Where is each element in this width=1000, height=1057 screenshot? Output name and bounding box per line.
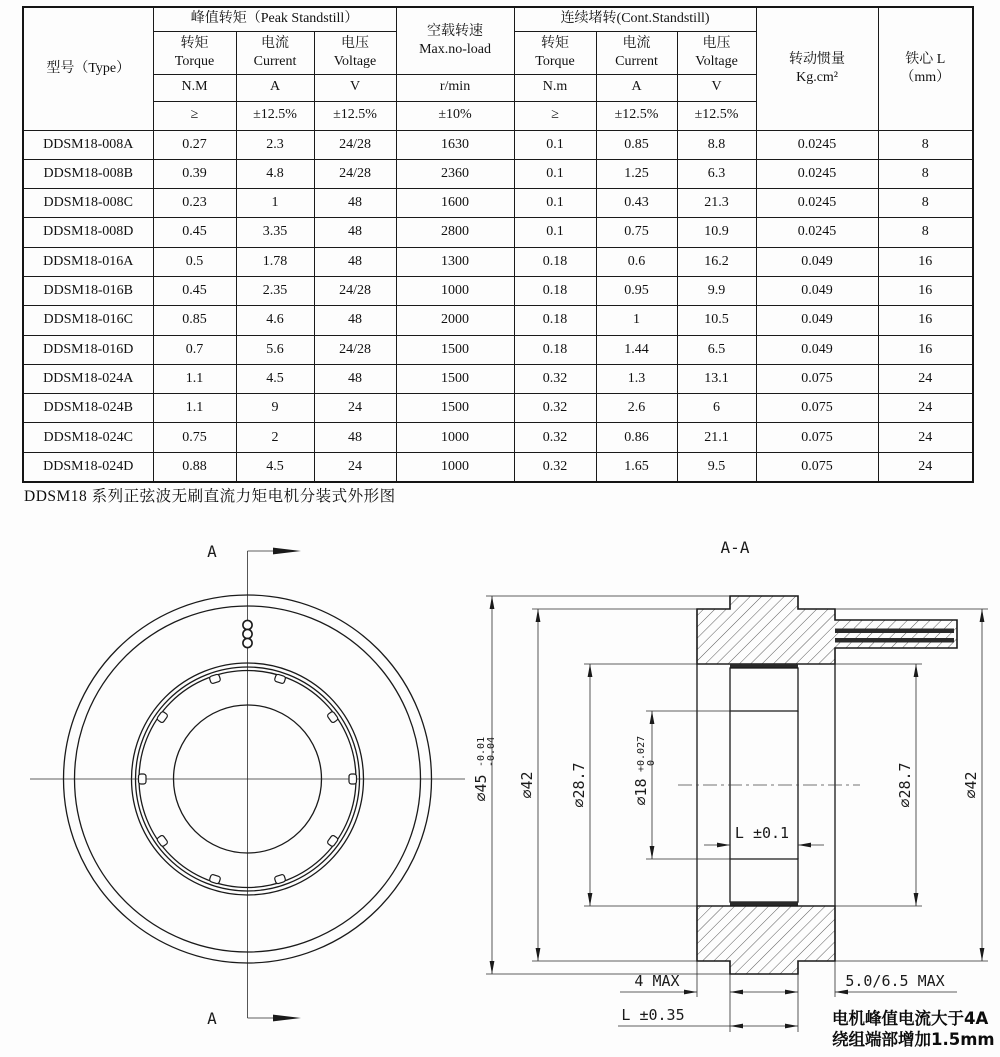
table-row (23, 159, 973, 188)
value-cell: 16.2 (677, 247, 756, 276)
value-cell: 9 (236, 394, 314, 423)
value-cell: 48 (314, 247, 396, 276)
winding-note (832, 1008, 995, 1049)
col-header-model: 型号（Type） (23, 7, 153, 130)
table-row (23, 452, 973, 481)
value-cell: 0.1 (514, 159, 596, 188)
dim-287-left-label: ∅28.7 (570, 762, 588, 808)
value-cell: 0.075 (756, 364, 878, 393)
value-cell: 2.3 (236, 130, 314, 159)
value-cell: 0.075 (756, 452, 878, 481)
value-cell: 0.075 (756, 394, 878, 423)
table-row (23, 306, 973, 335)
value-cell: 24/28 (314, 335, 396, 364)
dim-287-left (570, 762, 588, 807)
front-view (30, 542, 465, 1028)
model-cell: DDSM18-024B (23, 394, 153, 423)
dim-4max (620, 972, 957, 994)
value-cell: 0.0245 (756, 189, 878, 218)
value-cell: 2.6 (596, 394, 677, 423)
dim-length-outer-label: L ±0.35 (621, 1006, 685, 1024)
value-cell: 0.32 (514, 452, 596, 481)
value-cell: 10.9 (677, 218, 756, 247)
value-cell: 8 (878, 130, 973, 159)
value-cell: 48 (314, 189, 396, 218)
lead-wire-holes (243, 620, 252, 647)
value-cell: 0.27 (153, 130, 236, 159)
value-cell: 1.65 (596, 452, 677, 481)
dim-42-left (518, 771, 536, 798)
value-cell: 0.18 (514, 306, 596, 335)
section-view (472, 538, 995, 1049)
model-cell: DDSM18-008D (23, 218, 153, 247)
dim-45-tol-lower: -0.04 (486, 736, 497, 767)
table-row (23, 247, 973, 276)
dim-18 (632, 736, 657, 806)
dim-18-tol-lower: 0 (646, 759, 657, 766)
noload-label-en: Max.no-load (419, 41, 491, 57)
winding-note-line2: 绕组端部增加1.5mm (832, 1030, 995, 1049)
value-cell: 0.18 (514, 335, 596, 364)
value-cell: 0.18 (514, 276, 596, 305)
unit-noload: r/min (396, 74, 514, 101)
value-cell: 16 (878, 247, 973, 276)
peak-torque-cn: 转矩 (180, 36, 209, 51)
table-row (23, 276, 973, 305)
value-cell: 0.1 (514, 130, 596, 159)
lead-wire-band-1 (835, 629, 954, 634)
section-marker-top (207, 542, 301, 561)
col-header-cont-voltage (677, 31, 756, 74)
peak-torque-en: Torque (174, 53, 215, 69)
value-cell: 0.7 (153, 335, 236, 364)
dim-18-tol-upper: +0.027 (636, 735, 647, 772)
value-cell: 8 (878, 218, 973, 247)
value-cell: 0.0245 (756, 130, 878, 159)
value-cell: 0.6 (596, 247, 677, 276)
dim-45-tol-upper: -0.01 (476, 736, 487, 767)
model-cell: DDSM18-016D (23, 335, 153, 364)
value-cell: 0.0245 (756, 218, 878, 247)
value-cell: 0.43 (596, 189, 677, 218)
value-cell: 24 (314, 394, 396, 423)
dim-length-outer (618, 1006, 798, 1028)
stator-bottom-section (697, 906, 835, 974)
lead-wire-band-2 (835, 638, 954, 643)
value-cell: 1000 (396, 423, 514, 452)
value-cell: 0.075 (756, 423, 878, 452)
tol-peak-current: ±12.5% (236, 101, 314, 130)
value-cell: 1.1 (153, 364, 236, 393)
dim-45-label: ∅45 (472, 774, 490, 802)
table-row (23, 335, 973, 364)
value-cell: 1.78 (236, 247, 314, 276)
col-header-cont-torque (514, 31, 596, 74)
value-cell: 0.1 (514, 189, 596, 218)
tol-noload: ±10% (396, 101, 514, 130)
dim-42-right-label: ∅42 (962, 771, 980, 799)
col-header-core (878, 7, 973, 130)
value-cell: 16 (878, 306, 973, 335)
cont-current-cn: 电流 (622, 36, 651, 51)
peak-voltage-en: Voltage (333, 53, 377, 69)
section-marker-bottom (207, 1009, 301, 1028)
value-cell: 2.35 (236, 276, 314, 305)
unit-cont-voltage: V (677, 74, 756, 101)
magnet-bottom-section (730, 859, 798, 902)
value-cell: 0.0245 (756, 159, 878, 188)
dim-287-right (896, 762, 914, 807)
value-cell: 4.8 (236, 159, 314, 188)
value-cell: 0.049 (756, 276, 878, 305)
section-arrow-bottom-icon (273, 1015, 301, 1022)
value-cell: 3.35 (236, 218, 314, 247)
value-cell: 8 (878, 159, 973, 188)
cont-voltage-en: Voltage (695, 53, 738, 69)
table-row (23, 364, 973, 393)
col-header-peak-torque (153, 31, 236, 74)
value-cell: 24 (878, 394, 973, 423)
value-cell: 1630 (396, 130, 514, 159)
value-cell: 0.45 (153, 218, 236, 247)
dim-45 (472, 737, 497, 802)
unit-cont-current: A (596, 74, 677, 101)
value-cell: 1000 (396, 276, 514, 305)
value-cell: 1.3 (596, 364, 677, 393)
figure-caption: DDSM18 系列正弦波无刷直流力矩电机分装式外形图 (24, 488, 396, 505)
magnet-top-section (730, 668, 798, 711)
dim-length-inner-label: L ±0.1 (734, 824, 790, 842)
group-header-peak: 峰值转矩（Peak Standstill） (153, 7, 396, 31)
dim-42-right (962, 771, 980, 798)
inertia-label-unit: Kg.cm² (796, 69, 838, 85)
value-cell: 1500 (396, 364, 514, 393)
core-label-unit: （mm） (900, 69, 951, 85)
table-row (23, 130, 973, 159)
value-cell: 0.049 (756, 247, 878, 276)
value-cell: 1500 (396, 394, 514, 423)
value-cell: 0.32 (514, 394, 596, 423)
value-cell: 6 (677, 394, 756, 423)
value-cell: 2800 (396, 218, 514, 247)
core-label-cn: 铁心 L (905, 52, 946, 68)
value-cell: 24/28 (314, 159, 396, 188)
value-cell: 8.8 (677, 130, 756, 159)
col-header-noload (396, 7, 514, 74)
noload-label-cn: 空载转速 (427, 24, 484, 40)
value-cell: 0.39 (153, 159, 236, 188)
value-cell: 0.1 (514, 218, 596, 247)
spec-table-header (23, 7, 973, 130)
value-cell: 4.5 (236, 452, 314, 481)
value-cell: 5.6 (236, 335, 314, 364)
inertia-label-cn: 转动惯量 (789, 52, 846, 68)
value-cell: 1.1 (153, 394, 236, 423)
model-cell: DDSM18-008A (23, 130, 153, 159)
value-cell: 1600 (396, 189, 514, 218)
tol-peak-voltage: ±12.5% (314, 101, 396, 130)
value-cell: 8 (878, 189, 973, 218)
table-row (23, 189, 973, 218)
value-cell: 0.85 (596, 130, 677, 159)
value-cell: 0.18 (514, 247, 596, 276)
model-cell: DDSM18-024A (23, 364, 153, 393)
peak-current-en: Current (253, 53, 297, 69)
unit-peak-current: A (236, 74, 314, 101)
value-cell: 0.32 (514, 423, 596, 452)
value-cell: 16 (878, 276, 973, 305)
group-header-cont: 连续堵转(Cont.Standstill) (514, 7, 756, 31)
value-cell: 1 (236, 189, 314, 218)
peak-voltage-cn: 电压 (341, 36, 370, 51)
spec-table (22, 6, 974, 483)
value-cell: 6.3 (677, 159, 756, 188)
tol-peak-torque: ≥ (153, 101, 236, 130)
value-cell: 0.049 (756, 306, 878, 335)
dim-18-label: ∅18 (632, 778, 650, 806)
value-cell: 4.6 (236, 306, 314, 335)
table-row (23, 394, 973, 423)
value-cell: 0.88 (153, 452, 236, 481)
model-cell: DDSM18-016C (23, 306, 153, 335)
value-cell: 48 (314, 364, 396, 393)
col-header-inertia (756, 7, 878, 130)
value-cell: 0.75 (153, 423, 236, 452)
value-cell: 1.44 (596, 335, 677, 364)
value-cell: 13.1 (677, 364, 756, 393)
unit-cont-torque: N.m (514, 74, 596, 101)
model-cell: DDSM18-024C (23, 423, 153, 452)
value-cell: 0.86 (596, 423, 677, 452)
value-cell: 0.32 (514, 364, 596, 393)
tol-cont-current: ±12.5% (596, 101, 677, 130)
value-cell: 2 (236, 423, 314, 452)
dim-length-inner (704, 824, 824, 847)
model-cell: DDSM18-008C (23, 189, 153, 218)
col-header-peak-voltage (314, 31, 396, 74)
peak-current-cn: 电流 (261, 36, 289, 51)
value-cell: 2000 (396, 306, 514, 335)
value-cell: 0.23 (153, 189, 236, 218)
dim-5065max-label: 5.0/6.5 MAX (845, 972, 945, 990)
unit-peak-voltage: V (314, 74, 396, 101)
section-label-top: A (207, 542, 217, 561)
model-cell: DDSM18-008B (23, 159, 153, 188)
value-cell: 48 (314, 306, 396, 335)
table-row (23, 423, 973, 452)
value-cell: 16 (878, 335, 973, 364)
value-cell: 6.5 (677, 335, 756, 364)
dim-287-right-label: ∅28.7 (896, 762, 914, 808)
outline-drawing (0, 510, 1000, 1057)
value-cell: 0.85 (153, 306, 236, 335)
value-cell: 9.9 (677, 276, 756, 305)
model-cell: DDSM18-024D (23, 452, 153, 481)
value-cell: 21.3 (677, 189, 756, 218)
value-cell: 1.25 (596, 159, 677, 188)
value-cell: 10.5 (677, 306, 756, 335)
value-cell: 1000 (396, 452, 514, 481)
model-cell: DDSM18-016A (23, 247, 153, 276)
dim-4max-label: 4 MAX (634, 972, 680, 990)
value-cell: 21.1 (677, 423, 756, 452)
section-arrow-top-icon (273, 548, 301, 555)
value-cell: 24 (878, 452, 973, 481)
value-cell: 2360 (396, 159, 514, 188)
value-cell: 9.5 (677, 452, 756, 481)
tol-cont-voltage: ±12.5% (677, 101, 756, 130)
cont-torque-en: Torque (535, 53, 575, 69)
dim-42-left-label: ∅42 (518, 771, 536, 799)
value-cell: 24/28 (314, 276, 396, 305)
table-row (23, 218, 973, 247)
tol-cont-torque: ≥ (514, 101, 596, 130)
value-cell: 4.5 (236, 364, 314, 393)
value-cell: 24/28 (314, 130, 396, 159)
col-header-peak-current (236, 31, 314, 74)
value-cell: 1300 (396, 247, 514, 276)
value-cell: 24 (878, 364, 973, 393)
cont-torque-cn: 转矩 (541, 36, 570, 51)
winding-note-line1: 电机峰值电流大于4A (832, 1009, 989, 1028)
value-cell: 0.45 (153, 276, 236, 305)
value-cell: 24 (314, 452, 396, 481)
spec-table-body (23, 130, 973, 482)
model-cell: DDSM18-016B (23, 276, 153, 305)
cont-current-en: Current (615, 53, 658, 69)
value-cell: 1 (596, 306, 677, 335)
cont-voltage-cn: 电压 (702, 36, 731, 51)
value-cell: 0.049 (756, 335, 878, 364)
value-cell: 24 (878, 423, 973, 452)
value-cell: 0.75 (596, 218, 677, 247)
col-header-cont-current (596, 31, 677, 74)
value-cell: 48 (314, 423, 396, 452)
unit-peak-torque: N.M (153, 74, 236, 101)
value-cell: 0.95 (596, 276, 677, 305)
value-cell: 0.5 (153, 247, 236, 276)
value-cell: 48 (314, 218, 396, 247)
section-view-title: A-A (720, 538, 750, 557)
section-label-bottom: A (207, 1009, 217, 1028)
value-cell: 1500 (396, 335, 514, 364)
